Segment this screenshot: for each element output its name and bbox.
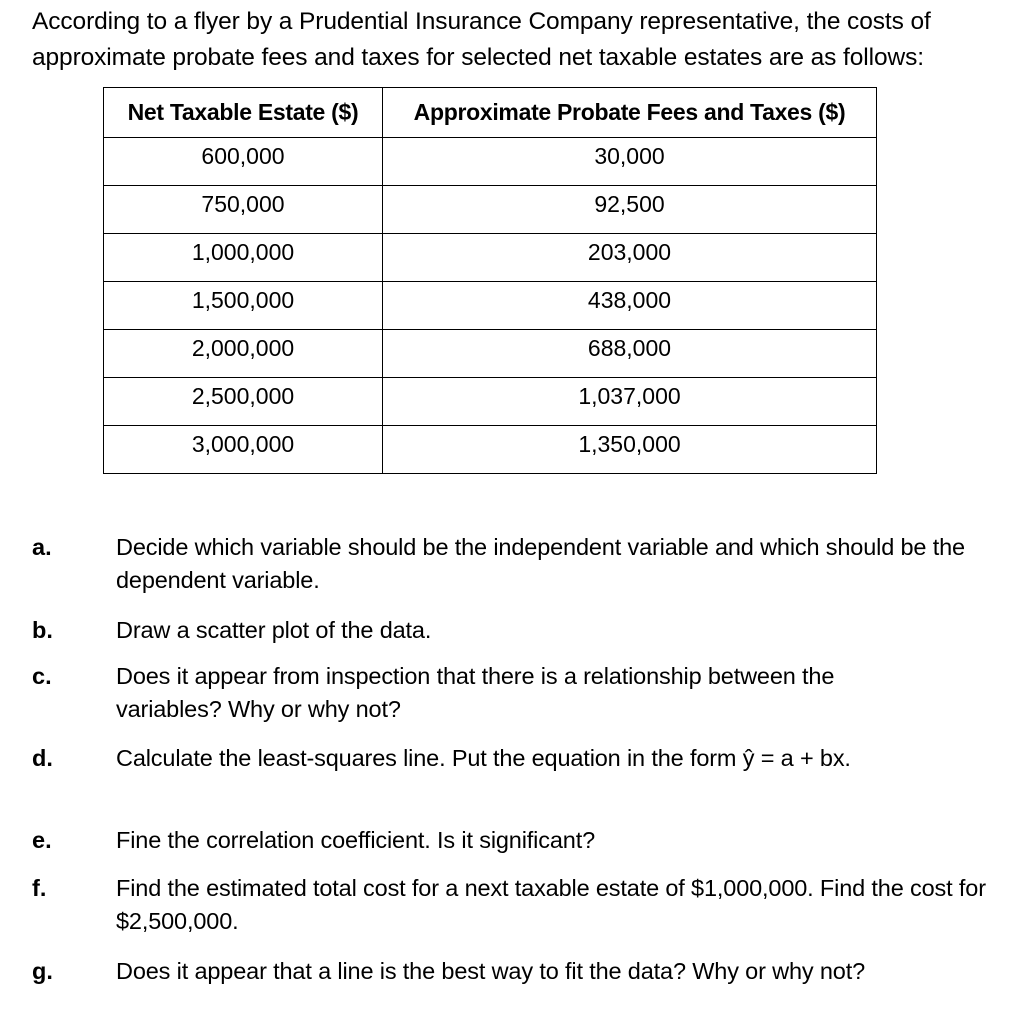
question-text: Decide which variable should be the independent variable and which should be the dependent variable. (116, 534, 965, 593)
cell-estate: 750,000 (104, 186, 383, 234)
table-row (104, 234, 877, 282)
question-text: Calculate the least-squares line. Put the equation in the form ŷ = a + bx. (116, 745, 851, 771)
table-row (104, 282, 877, 330)
cell-fees: 92,500 (383, 186, 877, 234)
table-row (104, 138, 877, 186)
question-text: Fine the correlation coefficient. Is it significant? (116, 827, 595, 853)
cell-estate: 3,000,000 (104, 426, 383, 474)
header-net-taxable-estate: Net Taxable Estate ($) (104, 88, 383, 138)
intro-paragraph: According to a flyer by a Prudential Insurance Company representative, the costs of approximate probate fees and taxes for selected net taxable estates are as follows: (32, 8, 931, 71)
cell-fees: 438,000 (383, 282, 877, 330)
cell-estate: 1,500,000 (104, 282, 383, 330)
cell-fees: 203,000 (383, 234, 877, 282)
cell-fees: 1,037,000 (383, 378, 877, 426)
question-letter: d. (32, 745, 53, 771)
question-letter: g. (32, 958, 53, 984)
question-letter: c. (32, 663, 52, 689)
cell-estate: 2,000,000 (104, 330, 383, 378)
question-text: Draw a scatter plot of the data. (116, 617, 432, 643)
estate-data-table (103, 87, 877, 474)
table-row (104, 378, 877, 426)
question-text: Find the estimated total cost for a next taxable estate of $1,000,000. Find the cost for $2,500,000. (116, 875, 986, 934)
question-letter: f. (32, 875, 47, 901)
cell-fees: 30,000 (383, 138, 877, 186)
question-text: Does it appear that a line is the best way to fit the data? Why or why not? (116, 958, 866, 984)
table-row (104, 186, 877, 234)
cell-fees: 688,000 (383, 330, 877, 378)
table-row (104, 330, 877, 378)
cell-fees: 1,350,000 (383, 426, 877, 474)
question-text: Does it appear from inspection that there is a relationship between the variables? Why or why not? (116, 663, 835, 722)
question-letter: b. (32, 617, 53, 643)
question-letter: e. (32, 827, 52, 853)
header-probate-fees-taxes: Approximate Probate Fees and Taxes ($) (383, 88, 877, 138)
cell-estate: 1,000,000 (104, 234, 383, 282)
cell-estate: 600,000 (104, 138, 383, 186)
question-letter: a. (32, 534, 52, 560)
table-header-row (104, 88, 877, 138)
cell-estate: 2,500,000 (104, 378, 383, 426)
table-row (104, 426, 877, 474)
